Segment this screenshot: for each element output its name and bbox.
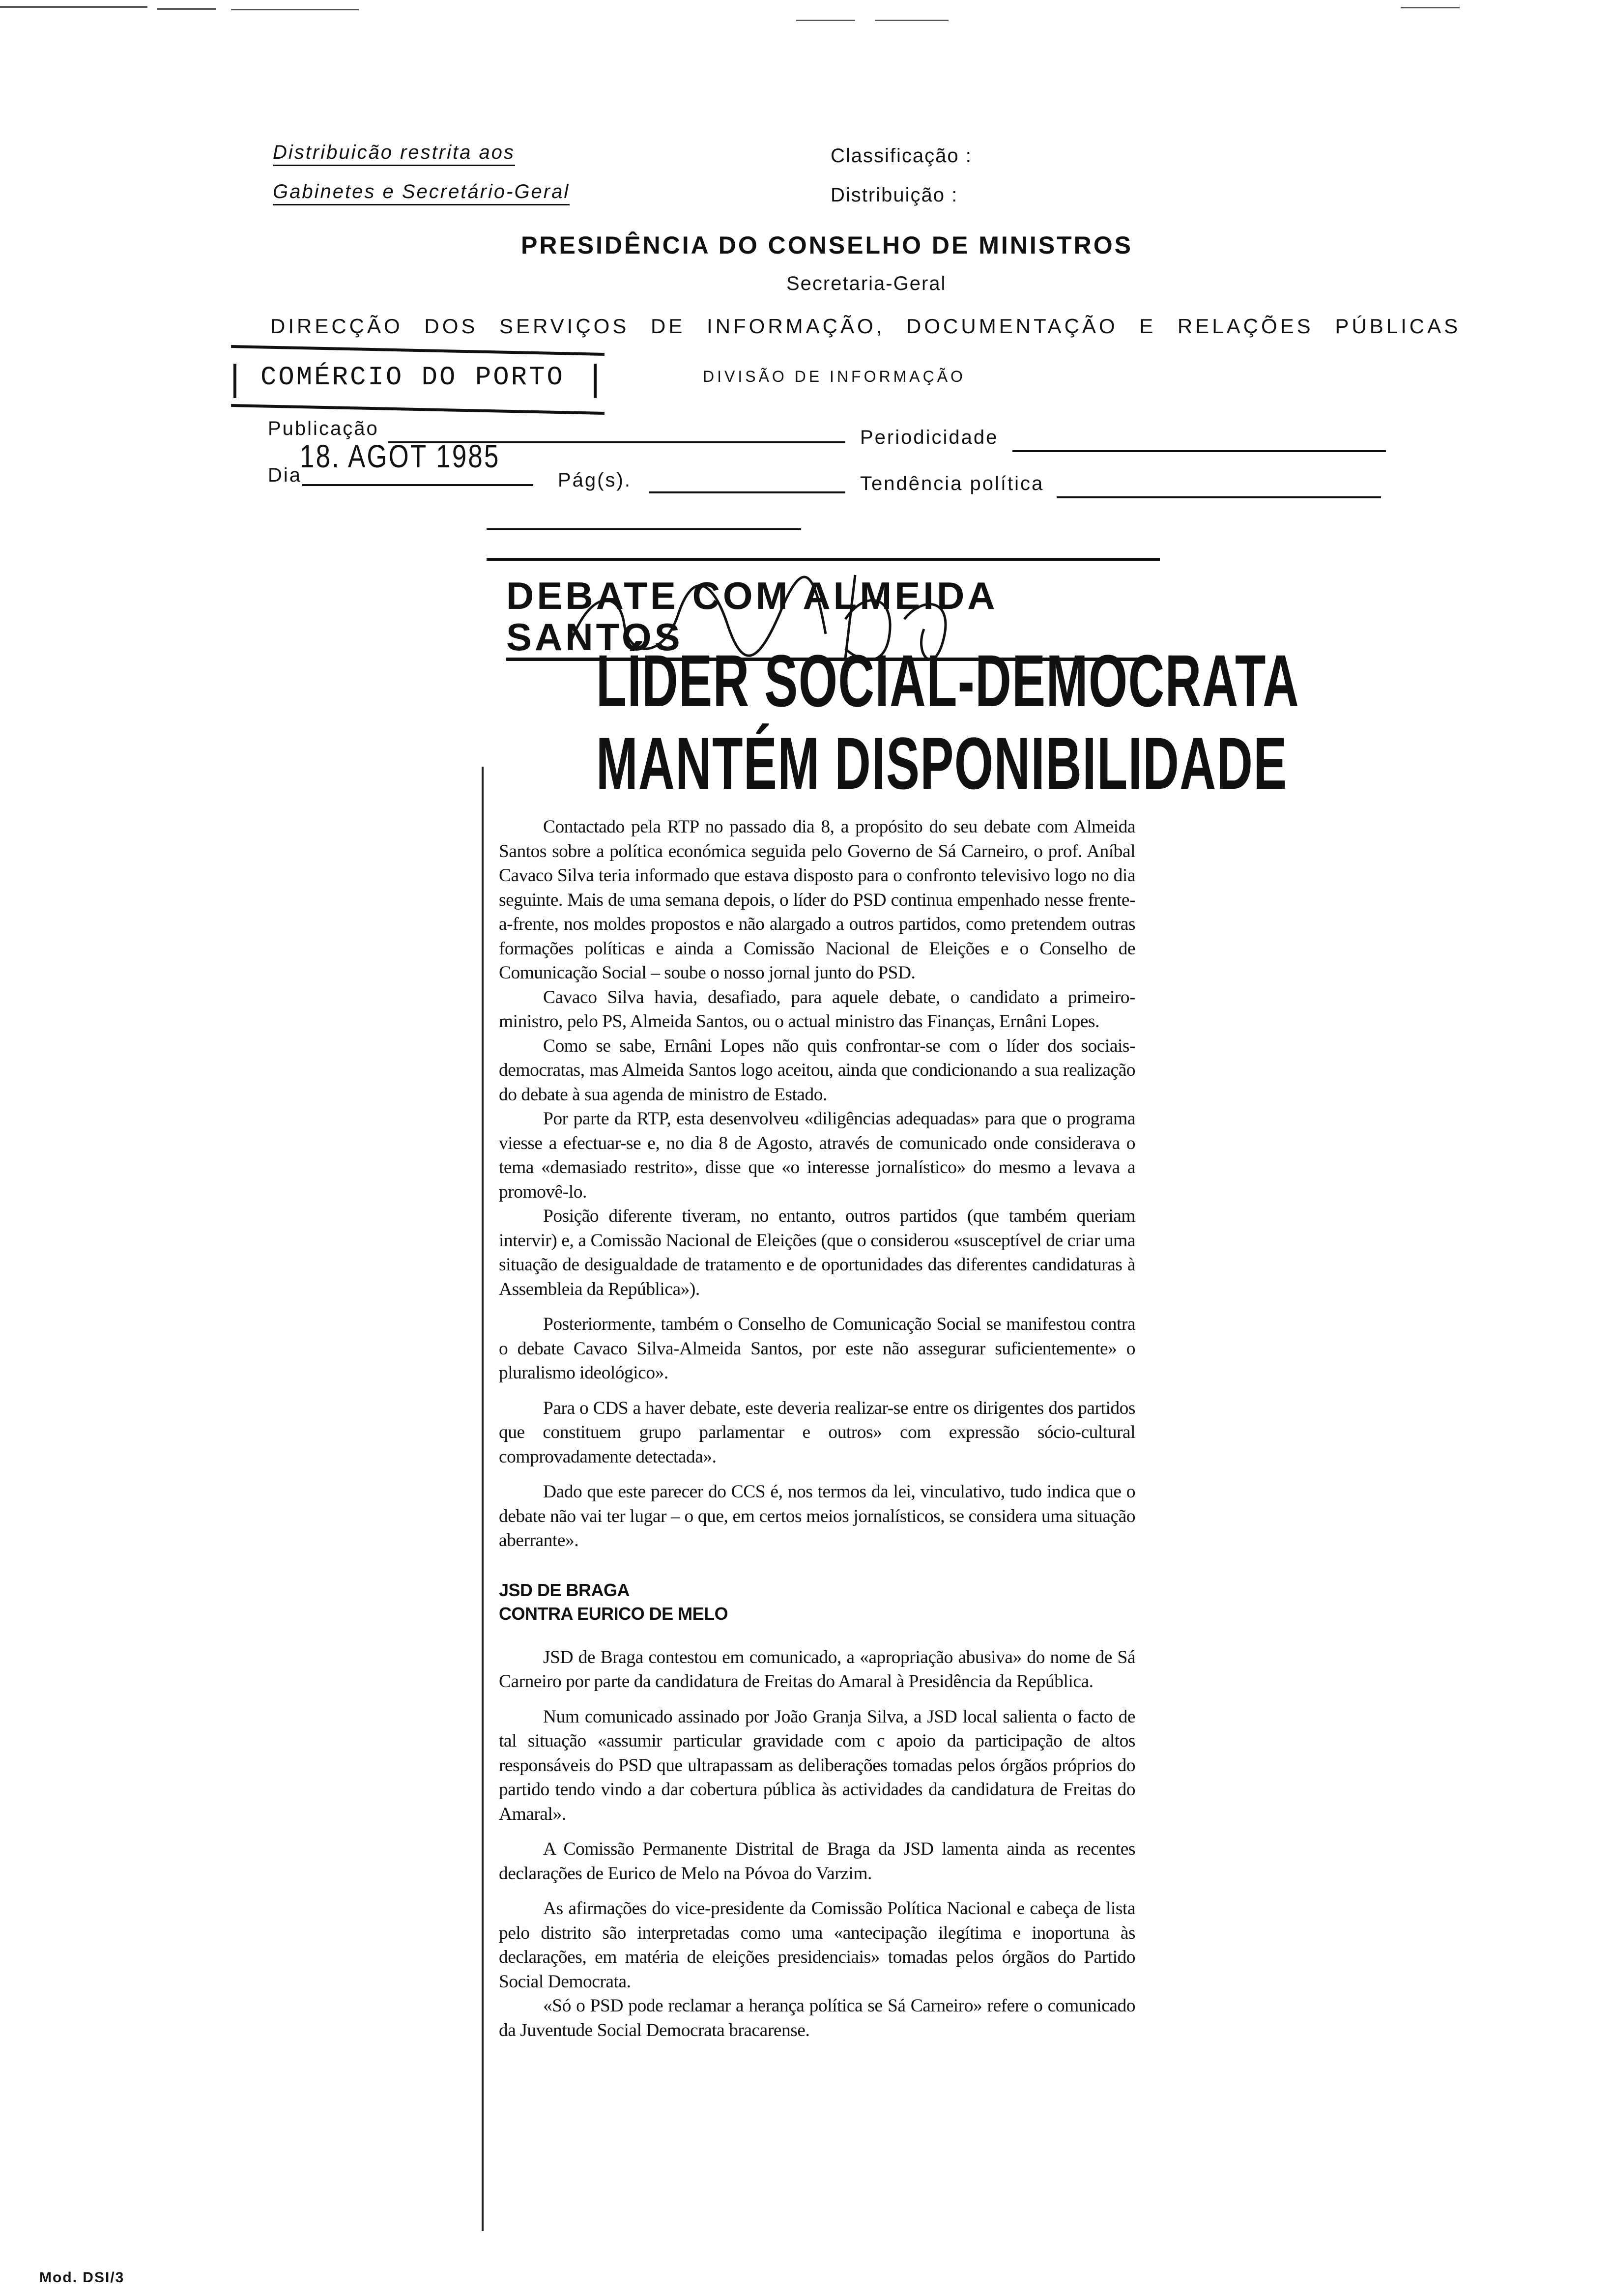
- ministry-title: PRESIDÊNCIA DO CONSELHO DE MINISTROS: [521, 231, 1133, 259]
- tendencia-field-line: [1057, 496, 1381, 498]
- paragraph-10: Num comunicado assinado por João Granja Silva, a JSD local salienta o facto de tal situação «assumir particular gravidade com c apoio da participação de altos responsáveis do PSD que ultrapassam as deliberações tomadas pelos órgãos próprios do partido tendo vindo a dar cobertura pública às actividades da candidatura de Freitas do Amaral».: [499, 1706, 1135, 1824]
- column-rule: [482, 767, 484, 2231]
- stamp-top-rule: [231, 345, 604, 356]
- paragraph-2: Cavaco Silva havia, desafiado, para aquele debate, o candidato a primeiro-ministro, pelo PS, Almeida Santos, ou o actual ministro das Finanças, Ernâni Lopes.: [499, 987, 1135, 1032]
- distribution-line-1: Distribuicão restrita aos: [273, 142, 515, 166]
- stamp-left-bar: [233, 364, 236, 398]
- stamp-right-bar: [594, 364, 597, 398]
- periodicidade-label: Periodicidade: [860, 427, 999, 448]
- paragraph-1: Contactado pela RTP no passado dia 8, a propósito do seu debate com Almeida Santos sobre a política económica seguida pelo Governo de Sá Carneiro, o prof. Aníbal Cavaco Silva teria informado que estava disposto para o confronto televisivo logo no dia seguinte. Mais de uma semana depois, o líder do PSD continua empenhado nesse frente-a-frente, nos moldes propostos e não alargado a outros partidos, como pretendem outras formações políticas e ainda a Comissão Nacional de Eleições e o Conselho de Comunicação Social – soube o nosso jornal junto do PSD.: [499, 817, 1135, 983]
- headline-line-1: LÍDER SOCIAL-DEMOCRATA: [596, 639, 1300, 722]
- periodicidade-field-line: [1012, 450, 1386, 452]
- subheading-line-1: JSD DE BRAGA: [499, 1579, 630, 1600]
- divisao-informacao: DIVISÃO DE INFORMAÇÃO: [703, 368, 966, 385]
- model-number: Mod. DSI/3: [39, 2269, 125, 2286]
- direccao-servicos: DIRECÇÃO DOS SERVIÇOS DE INFORMAÇÃO, DOCUMENTAÇÃO E RELAÇÕES PÚBLICAS: [270, 315, 1461, 338]
- paragraph-11: A Comissão Permanente Distrital de Braga da JSD lamenta ainda as recentes declarações de Eurico de Melo na Póvoa do Varzim.: [499, 1839, 1135, 1884]
- paragraph-13: «Só o PSD pode reclamar a herança política se Sá Carneiro» refere o comunicado da Juventude Social Democrata bracarense.: [499, 1996, 1135, 2040]
- dia-field-line: [302, 484, 533, 486]
- publication-stamp: [231, 344, 604, 418]
- pags-field-line: [649, 491, 845, 493]
- dia-label: Dia: [268, 464, 302, 486]
- subheading-line-2: CONTRA EURICO DE MELO: [499, 1603, 728, 1624]
- scan-artifact-top: [0, 0, 1612, 15]
- separator-rule: [487, 528, 801, 530]
- headline-line-2: MANTÉM DISPONIBILIDADE: [596, 722, 1288, 804]
- pags-label: Pág(s).: [558, 469, 632, 491]
- paragraph-3: Como se sabe, Ernâni Lopes não quis confrontar-se com o líder dos sociais-democratas, mas Almeida Santos logo aceitou, ainda que condicionando a sua realização do debate à sua agenda de ministro de Estado.: [499, 1035, 1135, 1105]
- paragraph-4: Por parte da RTP, esta desenvolveu «diligências adequadas» para que o programa viesse a efectuar-se e, no dia 8 de Agosto, através de comunicado onde considerava o tema «demasiado restrito», disse que «o interesse jornalístico» do mesmo a levava a promovê-lo.: [499, 1109, 1135, 1202]
- paragraph-7: Para o CDS a haver debate, este deveria realizar-se entre os dirigentes dos partidos que constituem grupo parlamentar e outros» com expressão sócio-cultural comprovadamente detectada».: [499, 1398, 1135, 1467]
- paragraph-9: JSD de Braga contestou em comunicado, a «apropriação abusiva» do nome de Sá Carneiro por parte da candidatura de Freitas do Amaral à Presidência da República.: [499, 1647, 1135, 1692]
- paragraph-8: Dado que este parecer do CCS é, nos termos da lei, vinculativo, tudo indica que o debate não vai ter lugar – o que, em certos meios jornalísticos, se considera uma situação aberrante».: [499, 1482, 1135, 1550]
- subheading: [499, 1578, 1135, 1626]
- paragraph-5: Posição diferente tiveram, no entanto, outros partidos (que também queriam intervir) e, a Comissão Nacional de Eleições (que o considerou «susceptível de criar uma situação de desigualdade de tratamento e de oportunidades das diferentes candidaturas à Assembleia da República»).: [499, 1206, 1135, 1299]
- stamp-bottom-rule: [231, 404, 604, 415]
- paragraph-12: As afirmações do vice-presidente da Comissão Política Nacional e cabeça de lista pelo distrito são interpretadas como uma «antecipação ilegítima e inoportuna às declarações, em matéria de eleições presidenciais» tomadas pelos órgãos do Partido Social Democrata.: [499, 1898, 1135, 1992]
- paragraph-6: Posteriormente, também o Conselho de Comunicação Social se manifestou contra o debate Cavaco Silva-Almeida Santos, por este não assegurar suficientemente» o pluralismo ideológico».: [499, 1314, 1135, 1383]
- distribuicao-label: Distribuição :: [831, 184, 958, 206]
- article-body: [499, 815, 1135, 2042]
- classificacao-label: Classificação :: [831, 145, 972, 167]
- secretaria-geral: Secretaria-Geral: [786, 273, 947, 294]
- dia-value: 18. AGOT 1985: [300, 438, 500, 474]
- article-kicker: DEBATE COM ALMEIDA SANTOS: [506, 575, 1140, 661]
- stamp-text: COMÉRCIO DO PORTO: [260, 363, 565, 393]
- publicacao-label: Publicação: [268, 418, 379, 439]
- distribution-line-2: Gabinetes e Secretário-Geral: [273, 181, 570, 205]
- tendencia-label: Tendência política: [860, 473, 1044, 494]
